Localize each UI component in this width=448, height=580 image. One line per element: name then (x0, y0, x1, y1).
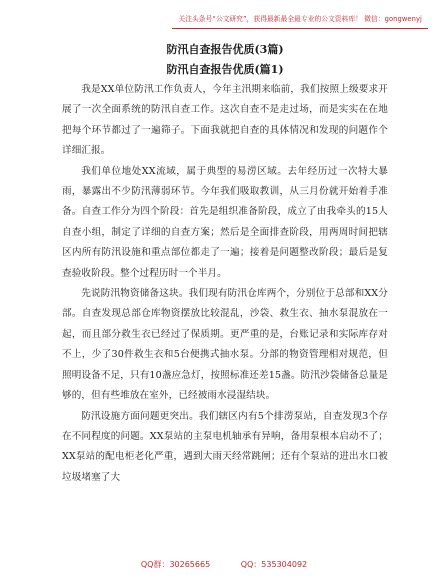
qq-text: QQ：535304092 (240, 560, 308, 569)
section-title: 防汛自查报告优质(篇1) (166, 63, 284, 76)
paragraph-intro: 我是XX单位防汛工作负责人，今年主汛期来临前，我们按照上级要求开展了一次全面系统的防汛自查工作。这次自查不是走过场，而是实实在在地把每个环节都过了一遍筛子。下面我就把自查的具体情况和发现的问题作个详细汇报。 (62, 84, 388, 157)
document-title: 防汛自查报告优质(3篇) (166, 43, 284, 56)
contact-footer (0, 559, 448, 570)
promo-banner-text: 关注头条号“公文研究”，获得最新最全最专业的公文资料库！ 微信：gongwenyj (178, 15, 422, 23)
document-body (62, 42, 388, 488)
paragraph-facilities: 防汛设施方面问题更突出。我们辖区内有5个排涝泵站，自查发现3个存在不同程度的问题。XX泵站的主泵电机轴承有异响，备用泵根本启动不了；XX泵站的配电柜老化严重，遇到大雨天经常跳闸；还有个泵站的进出水口被垃圾堵塞了大 (62, 410, 388, 483)
qq-group-text: QQ群：30265665 (140, 560, 211, 569)
paragraph-overview: 我们单位地处XX流域，属于典型的易涝区域。去年经历过一次特大暴雨，暴露出不少防汛薄弱环节。今年我们吸取教训，从三月份就开始着手准备。自查工作分为四个阶段：首先是组织准备阶段，成立了由我牵头的15人自查小组，制定了详细的自查方案；然后是全面排查阶段，用两周时间把辖区内所有防汛设施和重点部位都走了一遍；接着是问题整改阶段；最后是复查验收阶段。整个过程历时一个半月。 (62, 165, 388, 279)
promo-banner (172, 4, 428, 29)
paragraph-supplies: 先说防汛物资储备这块。我们现有防汛仓库两个，分别位于总部和XX分部。自查发现总部仓库物资摆放比较混乱，沙袋、救生衣、抽水泵混放在一起，而且部分救生衣已经过了保质期。更严重的是，台账记录和实际库存对不上，少了30件救生衣和5台便携式抽水泵。分部的物资管理相对规范，但照明设备不足，只有10盏应急灯，按照标准还差15盏。防汛沙袋储备总量是够的，但有些堆放在室外，已经被雨水浸湿结块。 (62, 288, 388, 402)
